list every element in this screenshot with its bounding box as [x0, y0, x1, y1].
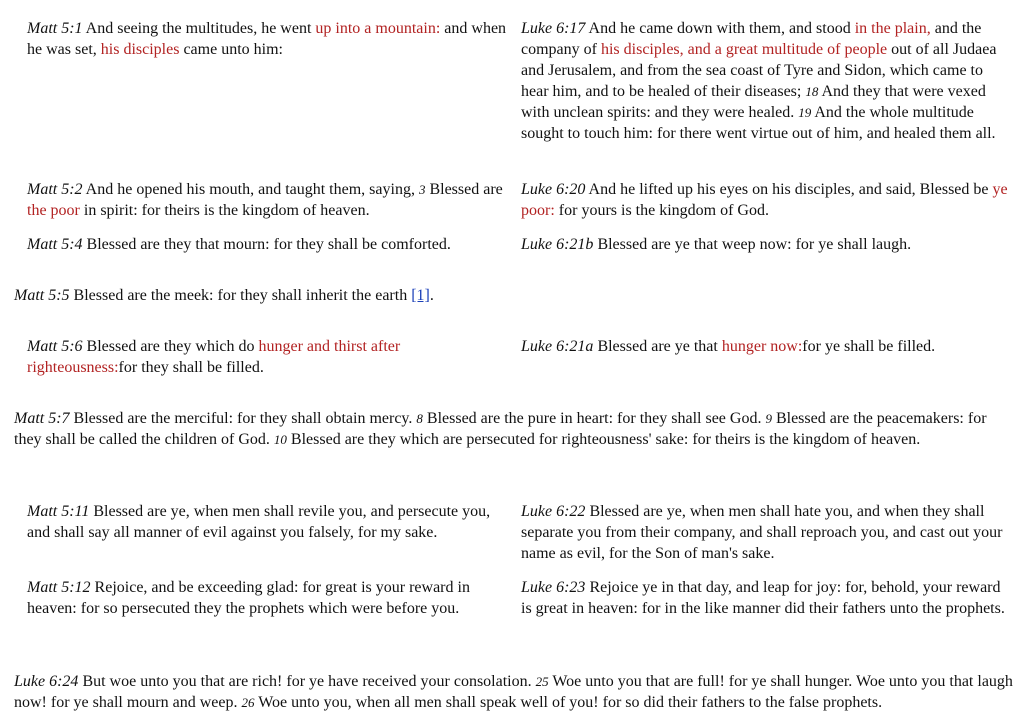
verse-text: Blessed are the pure in heart: for they shall see God.: [422, 410, 766, 427]
verse-text: Blessed are: [425, 181, 503, 198]
verse-text: And he opened his mouth, and taught them, saying,: [82, 181, 419, 198]
verse-text: Blessed are ye, when men shall hate you, and when they shall separate you from their company, and shall reproach you, and cast out your name as evil, for the Son of man's sake.: [521, 503, 1003, 562]
verse-text: Blessed are ye that weep now: for ye shall laugh.: [593, 236, 912, 253]
highlighted-phrase: up into a mountain:: [315, 20, 441, 37]
highlighted-phrase: hunger now:: [721, 338, 803, 355]
verse-reference: Matt 5:11: [27, 503, 90, 520]
luke-passage: [521, 577, 1011, 619]
verse-text: out of all Judaea and Jerusalem, and from the sea coast of Tyre and Sidon, which came to hear him, and to be healed of their diseases;: [521, 41, 997, 100]
verse-text: for ye shall be filled.: [802, 338, 936, 355]
footnote-link[interactable]: [1]: [411, 287, 430, 304]
verse-reference: Luke 6:17: [521, 20, 586, 37]
verse-text: And he lifted up his eyes on his disciples, and said, Blessed be: [585, 181, 993, 198]
highlighted-phrase: his disciples: [100, 41, 180, 58]
matthew-passage: [27, 234, 507, 255]
matthew-passage: [27, 18, 507, 60]
verse-reference: Luke 6:22: [521, 503, 586, 520]
verse-text: Woe unto you, when all men shall speak well of you! for so did their fathers to the false prophets.: [254, 694, 883, 711]
verse-text: for they shall be filled.: [118, 359, 264, 376]
verse-text: in spirit: for theirs is the kingdom of heaven.: [79, 202, 370, 219]
verse-reference: Matt 5:12: [27, 579, 91, 596]
verse-text: and when he was set,: [27, 20, 507, 58]
verse-text: Blessed are the merciful: for they shall obtain mercy.: [69, 410, 417, 427]
highlighted-phrase: ye poor:: [521, 181, 1008, 219]
verse-text: And he came down with them, and stood: [585, 20, 855, 37]
verse-text: and the company of: [521, 20, 982, 58]
verse-text: Blessed are they which do: [82, 338, 259, 355]
verse-text: Rejoice, and be exceeding glad: for great is your reward in heaven: for so persecuted they the prophets which were before you.: [27, 579, 470, 617]
highlighted-phrase: the poor: [27, 202, 80, 219]
verse-reference: Luke 6:23: [521, 579, 586, 596]
verse-number: 3: [418, 182, 426, 197]
verse-number: 19: [798, 105, 812, 120]
verse-number: 9: [765, 411, 772, 426]
matthew-passage: [27, 179, 507, 221]
verse-number: 8: [416, 411, 423, 426]
verse-number: 10: [273, 432, 287, 447]
luke-passage: [521, 234, 1011, 255]
matthew-passage: [27, 577, 507, 619]
luke-passage: [521, 18, 1011, 144]
verse-text: came unto him:: [179, 41, 283, 58]
full-width-passage: [14, 671, 1014, 713]
verse-text: Blessed are ye that: [593, 338, 722, 355]
verse-number: 25: [535, 674, 549, 689]
verse-text: And the whole multitude sought to touch him: for there went virtue out of him, and healed them all.: [521, 104, 996, 142]
verse-text: Blessed are they that mourn: for they shall be comforted.: [82, 236, 451, 253]
verse-reference: Matt 5:7: [14, 410, 70, 427]
verse-reference: Matt 5:5: [14, 287, 70, 304]
luke-passage: [521, 179, 1011, 221]
verse-reference: Luke 6:21b: [521, 236, 594, 253]
verse-text: Blessed are the meek: for they shall inherit the earth: [69, 287, 412, 304]
verse-text: for yours is the kingdom of God.: [554, 202, 769, 219]
verse-reference: Luke 6:21a: [521, 338, 594, 355]
verse-text: Blessed are the peacemakers: for they shall be called the children of God.: [14, 410, 987, 448]
highlighted-phrase: his disciples, and a great multitude of people: [600, 41, 888, 58]
matthew-passage: [27, 336, 507, 378]
verse-text: Rejoice ye in that day, and leap for joy: for, behold, your reward is great in heaven: for in the like manner did their fathers unto the prophets.: [521, 579, 1005, 617]
verse-reference: Matt 5:6: [27, 338, 83, 355]
full-width-passage: [14, 408, 1014, 450]
verse-reference: Matt 5:2: [27, 181, 83, 198]
matthew-passage: [27, 501, 507, 543]
highlighted-phrase: hunger and thirst after righteousness:: [27, 338, 401, 376]
verse-number: 18: [805, 84, 819, 99]
verse-reference: Matt 5:4: [27, 236, 83, 253]
luke-passage: [521, 501, 1011, 564]
verse-reference: Luke 6:24: [14, 673, 79, 690]
verse-text: Blessed are they which are persecuted for righteousness' sake: for theirs is the kingdom of heaven.: [286, 431, 921, 448]
verse-text: And seeing the multitudes, he went: [82, 20, 316, 37]
verse-text: .: [429, 287, 434, 304]
full-width-passage: [14, 285, 1014, 306]
luke-passage: [521, 336, 1011, 357]
verse-text: But woe unto you that are rich! for ye have received your consolation.: [78, 673, 536, 690]
verse-text: And they that were vexed with unclean spirits: and they were healed.: [521, 83, 986, 121]
verse-reference: Matt 5:1: [27, 20, 83, 37]
verse-text: Blessed are ye, when men shall revile you, and persecute you, and shall say all manner of evil against you falsely, for my sake.: [27, 503, 491, 541]
verse-number: 26: [241, 695, 255, 710]
verse-text: Woe unto you that are full! for ye shall hunger. Woe unto you that laugh now! for ye shall mourn and weep.: [14, 673, 1013, 711]
verse-reference: Luke 6:20: [521, 181, 586, 198]
highlighted-phrase: in the plain,: [854, 20, 931, 37]
